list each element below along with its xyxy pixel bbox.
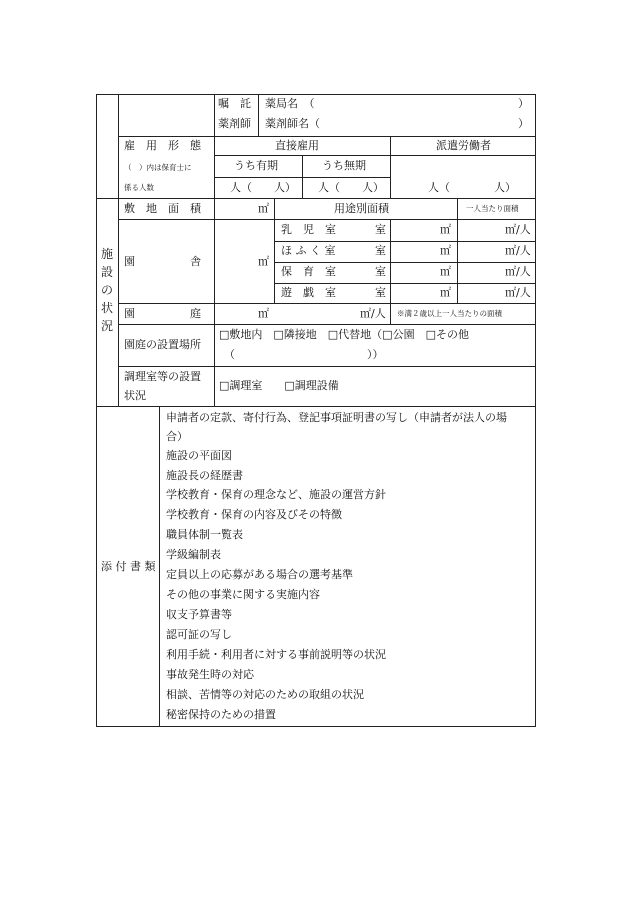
room-suffix-playroom: 室 [375, 286, 386, 299]
site-area-unit: ㎡ [258, 202, 269, 215]
per-person-area-header: 一人当たり面積 [466, 204, 519, 213]
employment-note-line1: （ ）内は保育士に [124, 163, 192, 172]
employment-type-label: 雇 用 形 態 [124, 139, 201, 152]
room-suffix-crawling: 室 [375, 244, 386, 257]
garden-location-other-field[interactable]: （ ）） [224, 348, 384, 361]
attachment-item: 秘密保持のための措置 [166, 708, 276, 721]
pharmacist-name-close: ） [518, 117, 529, 130]
pharmacist-name-label: 薬剤師名（ [265, 117, 320, 130]
room-suffix-nursery: 室 [375, 265, 386, 278]
commission-label-line2: 薬剤師 [218, 117, 251, 130]
attachment-item: 認可証の写し [166, 628, 232, 641]
room-name-nursery: 保 育 室 [281, 265, 336, 278]
room-per-playroom: ㎡/人 [505, 286, 531, 299]
dispatched-worker-header: 派遣労働者 [436, 139, 491, 152]
building-label: 園 舎 [124, 255, 201, 268]
attachment-item: 利用手続・利用者に対する事前説明等の状況 [166, 648, 386, 661]
attachment-item: 相談、苦情等の対応のための取組の状況 [166, 688, 364, 701]
room-per-infant: ㎡/人 [505, 223, 531, 236]
attachment-item: 申請者の定款、寄付行為、登記事項証明書の写し（申請者が法人の場 [166, 411, 507, 424]
garden-area-unit: ㎡ [258, 307, 269, 320]
fixed-term-header: うち有期 [234, 159, 278, 172]
facility-section-label: 施設の状況 [100, 247, 113, 333]
attachment-item: 施設の平面図 [166, 449, 232, 462]
attachment-item: 合） [166, 430, 188, 443]
pharmacy-name-label: 薬局名 （ [265, 97, 315, 110]
room-suffix-infant: 室 [375, 223, 386, 236]
use-area-header: 用途別面積 [334, 202, 389, 215]
kitchen-label-line2: 状況 [124, 389, 146, 402]
indefinite-term-header: うち無期 [322, 159, 366, 172]
room-per-crawling: ㎡/人 [505, 244, 531, 257]
attachment-item: 収支予算書等 [166, 608, 232, 621]
kitchen-options[interactable]: □調理室 □調理設備 [219, 379, 339, 392]
building-area-unit: ㎡ [258, 255, 269, 268]
commission-label-line1: 嘱 託 [218, 97, 251, 110]
attachment-item: 事故発生時の対応 [166, 668, 254, 681]
attachment-item: その他の事業に関する実施内容 [166, 588, 320, 601]
employment-note-line2: 係る人数 [124, 183, 154, 192]
site-area-label: 敷 地 面 積 [124, 202, 201, 215]
room-unit-infant: ㎡ [440, 223, 451, 236]
kitchen-label-line1: 調理室等の設置 [124, 370, 201, 383]
attachment-item: 学校教育・保育の理念など、施設の運営方針 [166, 488, 386, 501]
room-unit-crawling: ㎡ [440, 244, 451, 257]
garden-location-options[interactable]: □敷地内 □隣接地 □代替地（□公園 □その他 [219, 328, 469, 341]
garden-per-person-unit: ㎡/人 [360, 307, 386, 320]
garden-note: ※満２歳以上一人当たりの面積 [397, 309, 502, 318]
attachment-item: 職員体制一覧表 [166, 528, 243, 541]
dispatched-persons-field[interactable]: 人（ 人） [428, 181, 516, 194]
room-name-crawling: ほ ふ く 室 [281, 244, 336, 257]
attachment-item: 学校教育・保育の内容及びその特徴 [166, 508, 342, 521]
attachment-item: 学級編制表 [166, 548, 221, 561]
room-unit-playroom: ㎡ [440, 286, 451, 299]
attachment-item: 施設長の経歴書 [166, 469, 243, 482]
room-per-nursery: ㎡/人 [505, 265, 531, 278]
attachment-item: 定員以上の応募がある場合の選考基準 [166, 568, 353, 581]
attachments-label: 添 付 書 類 [101, 560, 156, 573]
indefinite-term-persons-field[interactable]: 人（ 人） [318, 181, 384, 194]
direct-employment-header: 直接雇用 [275, 139, 319, 152]
garden-label: 園 庭 [124, 307, 201, 320]
room-unit-nursery: ㎡ [440, 265, 451, 278]
fixed-term-persons-field[interactable]: 人（ 人） [230, 181, 296, 194]
room-name-playroom: 遊 戯 室 [281, 286, 336, 299]
garden-location-label: 園庭の設置場所 [124, 338, 201, 351]
room-name-infant: 乳 児 室 [281, 223, 336, 236]
pharmacy-name-close: ） [518, 97, 529, 110]
